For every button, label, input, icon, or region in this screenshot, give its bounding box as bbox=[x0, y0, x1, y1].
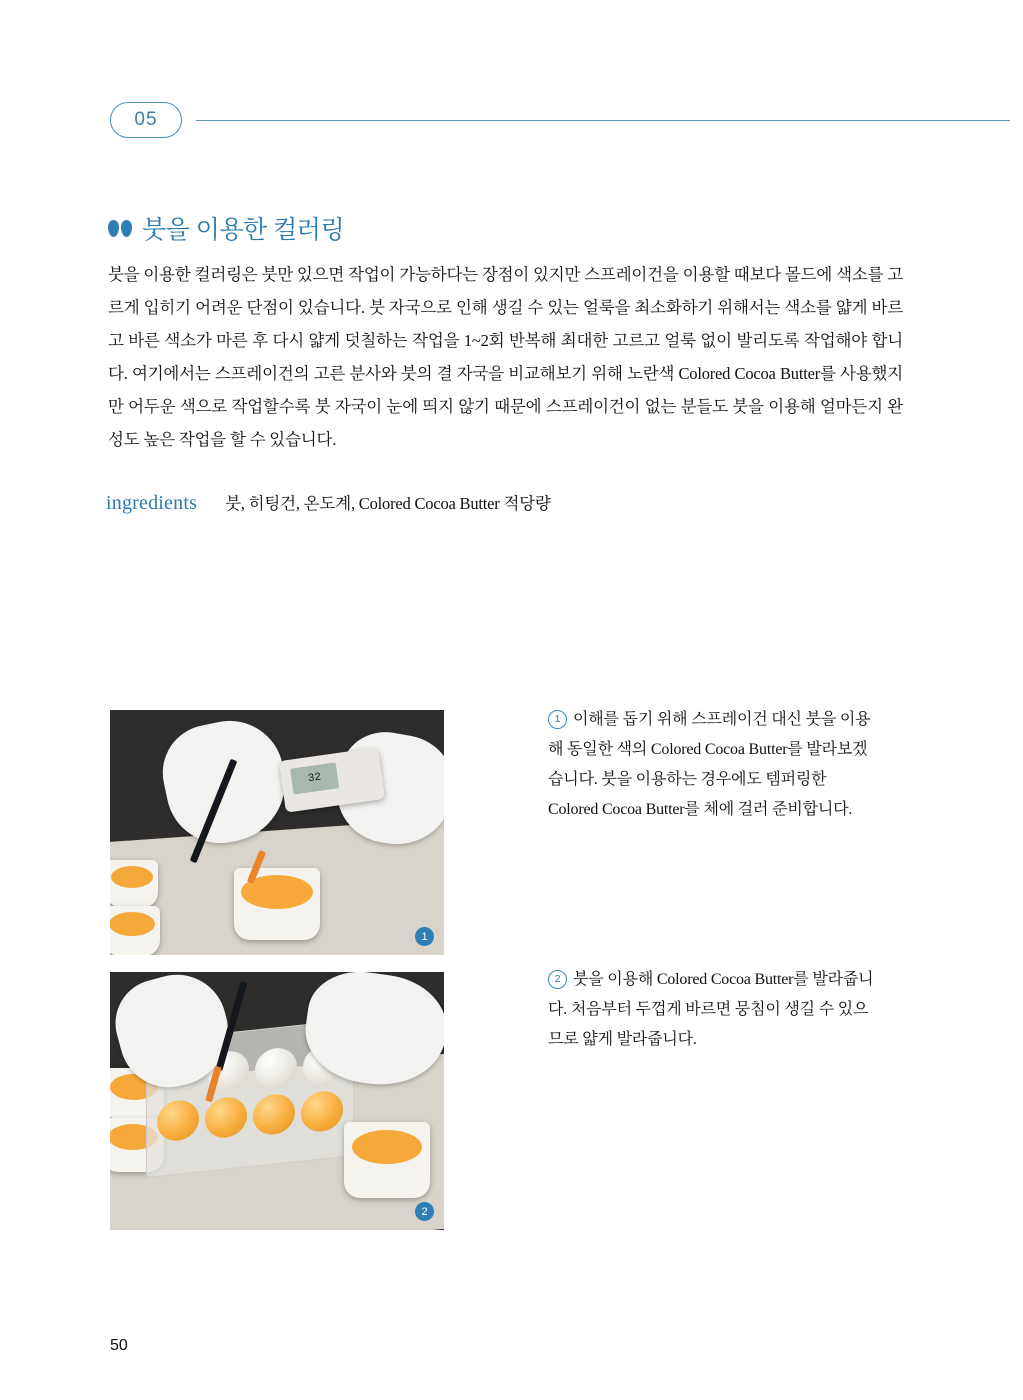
step-2-caption bbox=[548, 965, 878, 1055]
body-paragraph: 붓을 이용한 컬러링은 붓만 있으면 작업이 가능하다는 장점이 있지만 스프레이건을 이용할 때보다 몰드에 색소를 고르게 입히기 어려운 단점이 있습니다. 붓 자국으로 인해 생길 수 있는 얼룩을 최소화하기 위해서는 색소를 얇게 바르고 바른 색소가 마른 후 다시 얇게 덧칠하는 작업을 1~2회 반복해 최대한 고르고 얼룩 없이 발리도록 작업해야 합니다. 여기에서는 스프레이건의 고른 분사와 붓의 결 자국을 비교해보기 위해 노란색 Colored Cocoa Butter를 사용했지만 어두운 색으로 작업할수록 붓 자국이 눈에 띄지 않기 때문에 스프레이건이 없는 분들도 붓을 이용해 얼마든지 완성도 높은 작업을 할 수 있습니다. bbox=[108, 265, 903, 449]
step-2-text: 붓을 이용해 Colored Cocoa Butter를 발라줍니다. 처음부터 두껍게 바르면 뭉침이 생길 수 있으므로 얇게 발라줍니다. bbox=[548, 971, 874, 1048]
chapter-rule bbox=[196, 120, 1010, 121]
left-cup-b bbox=[110, 906, 160, 955]
section-heading bbox=[108, 210, 344, 246]
step-1-caption bbox=[548, 705, 878, 825]
photo-step-badge: 1 bbox=[415, 927, 434, 946]
chapter-header bbox=[110, 100, 1010, 140]
chapter-badge: 05 bbox=[110, 102, 182, 138]
photo-step-badge: 2 bbox=[415, 1202, 434, 1221]
page-number: 50 bbox=[110, 1337, 128, 1354]
step-2-photo bbox=[110, 972, 444, 1230]
step-2-number: 2 bbox=[548, 970, 567, 989]
step-1-photo bbox=[110, 710, 444, 955]
ingredients-label: ingredients bbox=[106, 492, 198, 514]
section-title: 붓을 이용한 컬러링 bbox=[142, 216, 345, 244]
double-diamond-icon bbox=[108, 220, 132, 237]
step-1-number: 1 bbox=[548, 710, 567, 729]
left-cup-a bbox=[110, 860, 158, 908]
step-1-text: 이해를 돕기 위해 스프레이건 대신 붓을 이용해 동일한 색의 Colored Cocoa Butter를 발라보겠습니다. 붓을 이용하는 경우에도 템퍼링한 Colored Cocoa Butter를 체에 걸러 준비합니다. bbox=[548, 711, 871, 818]
thermometer-reading: 32 bbox=[290, 762, 339, 794]
ingredients-row bbox=[106, 490, 551, 515]
cocoa-butter-cup bbox=[344, 1122, 430, 1198]
ingredients-value: 붓, 히팅건, 온도계, Colored Cocoa Butter 적당량 bbox=[225, 494, 551, 513]
